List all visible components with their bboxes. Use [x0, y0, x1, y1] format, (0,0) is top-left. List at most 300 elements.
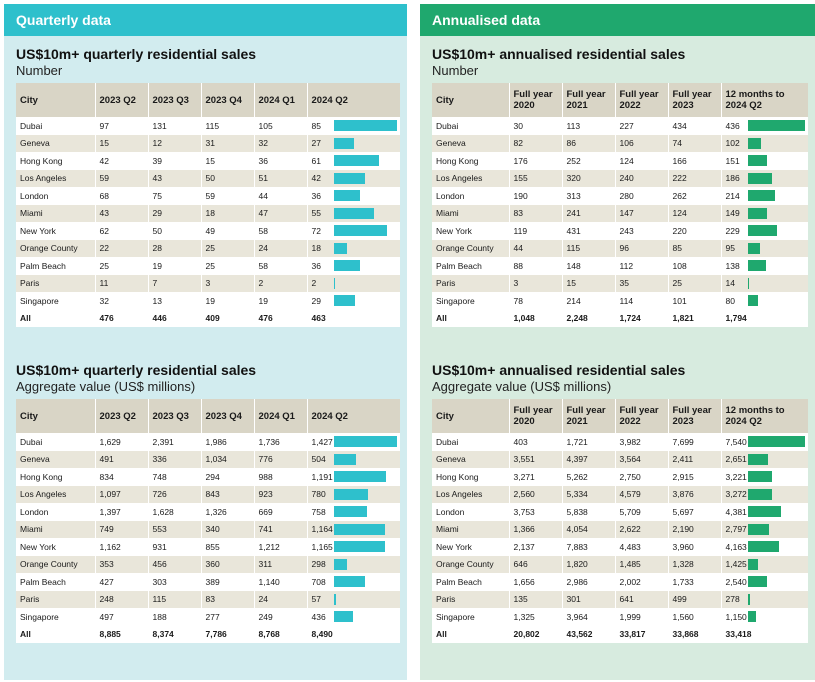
value-cell: 497	[95, 608, 148, 626]
table-row	[16, 556, 400, 574]
quarterly-number-subtitle: Number	[16, 63, 63, 78]
value-cell: 113	[562, 117, 615, 135]
value-cell	[721, 468, 808, 486]
value-cell: 74	[668, 135, 721, 153]
bar-mark	[748, 190, 776, 201]
value-cell: 62	[95, 222, 148, 240]
total-value: 20,802	[509, 626, 562, 644]
table-row	[432, 556, 808, 574]
value-cell: 43	[148, 170, 201, 188]
value-cell: 147	[615, 205, 668, 223]
value-cell	[307, 135, 400, 153]
value-cell	[307, 591, 400, 609]
value-cell	[307, 538, 400, 556]
value-text: 298	[311, 559, 326, 570]
value-text: 278	[725, 594, 740, 605]
total-value: 1,048	[509, 310, 562, 328]
table-row	[16, 538, 400, 556]
value-cell: 248	[95, 591, 148, 609]
value-cell	[307, 187, 400, 205]
value-cell: 222	[668, 170, 721, 188]
value-text: 758	[311, 506, 326, 517]
table-row	[432, 573, 808, 591]
column-header: 2023 Q2	[95, 83, 148, 117]
value-cell: 4,579	[615, 486, 668, 504]
column-header: 12 months to 2024 Q2	[721, 83, 808, 117]
table-row	[432, 275, 808, 293]
value-cell: 360	[201, 556, 254, 574]
total-row	[16, 626, 400, 644]
column-header: Full year 2023	[668, 83, 721, 117]
total-row	[432, 310, 808, 328]
value-cell: 19	[148, 257, 201, 275]
value-cell: 1,736	[254, 433, 307, 451]
value-cell: 105	[254, 117, 307, 135]
city-cell: Singapore	[432, 292, 509, 310]
table-row	[16, 257, 400, 275]
value-text: 504	[311, 454, 326, 465]
value-cell: 15	[95, 135, 148, 153]
value-cell: 320	[562, 170, 615, 188]
value-cell: 4,054	[562, 521, 615, 539]
value-text: 2,651	[725, 454, 747, 465]
value-text: 4,163	[725, 541, 747, 552]
value-text: 80	[725, 295, 735, 306]
value-cell: 2,622	[615, 521, 668, 539]
quarterly-value-table	[16, 399, 400, 643]
value-cell: 148	[562, 257, 615, 275]
value-cell: 931	[148, 538, 201, 556]
bar-mark	[334, 454, 356, 465]
value-cell	[721, 117, 808, 135]
value-cell: 11	[95, 275, 148, 293]
value-cell: 646	[509, 556, 562, 574]
value-cell: 50	[148, 222, 201, 240]
bar-mark	[334, 173, 365, 184]
value-text: 186	[725, 173, 740, 184]
value-cell: 24	[254, 240, 307, 258]
table-row	[432, 608, 808, 626]
bar-mark	[748, 225, 778, 236]
total-value: 8,490	[307, 626, 400, 644]
value-cell: 3,271	[509, 468, 562, 486]
quarterly-number-section	[16, 46, 399, 327]
column-header: City	[16, 399, 95, 433]
value-cell: 28	[148, 240, 201, 258]
column-header: 12 months to 2024 Q2	[721, 399, 808, 433]
table-row	[16, 591, 400, 609]
column-header: 2023 Q3	[148, 399, 201, 433]
value-cell: 44	[254, 187, 307, 205]
value-cell: 1,820	[562, 556, 615, 574]
value-cell: 15	[562, 275, 615, 293]
value-text: 149	[725, 208, 740, 219]
value-cell: 3,876	[668, 486, 721, 504]
value-cell: 5,838	[562, 503, 615, 521]
value-text: 780	[311, 489, 326, 500]
total-label: All	[432, 310, 509, 328]
value-cell: 85	[668, 240, 721, 258]
value-cell: 19	[201, 292, 254, 310]
bar-mark	[748, 559, 759, 570]
value-cell: 58	[254, 257, 307, 275]
value-cell: 1,328	[668, 556, 721, 574]
annual-number-section	[432, 46, 807, 327]
value-text: 61	[311, 155, 321, 166]
table-row	[16, 503, 400, 521]
value-cell	[307, 608, 400, 626]
column-header: 2024 Q1	[254, 83, 307, 117]
value-cell: 243	[615, 222, 668, 240]
value-cell: 1,212	[254, 538, 307, 556]
value-cell: 456	[148, 556, 201, 574]
bar-mark	[334, 471, 387, 482]
value-cell: 1,560	[668, 608, 721, 626]
value-cell: 78	[509, 292, 562, 310]
city-cell: Palm Beach	[432, 573, 509, 591]
value-text: 3,272	[725, 489, 747, 500]
value-cell: 47	[254, 205, 307, 223]
value-cell	[307, 503, 400, 521]
value-text: 1,165	[311, 541, 333, 552]
table-row	[16, 222, 400, 240]
bar-mark	[748, 506, 781, 517]
value-text: 14	[725, 278, 735, 289]
city-cell: Singapore	[16, 608, 95, 626]
table-row	[16, 117, 400, 135]
value-cell: 303	[148, 573, 201, 591]
value-cell: 166	[668, 152, 721, 170]
value-cell	[721, 222, 808, 240]
table-row	[432, 591, 808, 609]
value-cell: 1,097	[95, 486, 148, 504]
total-row	[432, 626, 808, 644]
column-header: 2023 Q2	[95, 399, 148, 433]
value-text: 2	[311, 278, 317, 289]
table-row	[16, 433, 400, 451]
total-value: 33,868	[668, 626, 721, 644]
value-cell	[721, 486, 808, 504]
value-cell: 280	[615, 187, 668, 205]
city-cell: Paris	[432, 275, 509, 293]
table-row	[432, 503, 808, 521]
city-cell: Palm Beach	[432, 257, 509, 275]
bar-mark	[334, 576, 365, 587]
value-cell	[307, 451, 400, 469]
value-cell	[307, 468, 400, 486]
value-cell	[721, 538, 808, 556]
value-cell: 389	[201, 573, 254, 591]
value-cell	[307, 486, 400, 504]
value-cell: 1,733	[668, 573, 721, 591]
city-cell: Geneva	[432, 451, 509, 469]
value-cell: 2,190	[668, 521, 721, 539]
bar-mark	[334, 243, 347, 254]
value-cell: 25	[201, 257, 254, 275]
table-row	[16, 608, 400, 626]
value-cell: 32	[254, 135, 307, 153]
table-row	[16, 486, 400, 504]
value-text: 4,381	[725, 506, 747, 517]
table-row	[16, 152, 400, 170]
bar-mark	[748, 471, 772, 482]
city-cell: New York	[432, 222, 509, 240]
value-cell	[307, 521, 400, 539]
value-cell	[721, 573, 808, 591]
value-text: 1,427	[311, 436, 333, 447]
value-cell: 44	[509, 240, 562, 258]
value-cell: 227	[615, 117, 668, 135]
value-cell	[307, 240, 400, 258]
city-cell: Los Angeles	[432, 486, 509, 504]
value-cell: 51	[254, 170, 307, 188]
table-row	[16, 187, 400, 205]
value-cell: 32	[95, 292, 148, 310]
total-value: 43,562	[562, 626, 615, 644]
value-cell: 39	[148, 152, 201, 170]
column-header: 2024 Q2	[307, 399, 400, 433]
column-header: 2023 Q4	[201, 399, 254, 433]
value-cell: 7	[148, 275, 201, 293]
table-row	[16, 170, 400, 188]
value-cell	[307, 222, 400, 240]
city-cell: Palm Beach	[16, 573, 95, 591]
value-cell: 36	[254, 152, 307, 170]
value-cell: 35	[615, 275, 668, 293]
total-value: 463	[307, 310, 400, 328]
value-cell: 43	[95, 205, 148, 223]
column-header: Full year 2021	[562, 399, 615, 433]
value-cell	[721, 503, 808, 521]
value-cell: 313	[562, 187, 615, 205]
city-cell: Miami	[432, 521, 509, 539]
total-value: 1,724	[615, 310, 668, 328]
value-cell	[721, 521, 808, 539]
value-cell: 1,397	[95, 503, 148, 521]
column-header: 2023 Q3	[148, 83, 201, 117]
column-header: Full year 2022	[615, 399, 668, 433]
quarterly-number-table	[16, 83, 400, 327]
value-cell	[721, 591, 808, 609]
value-cell: 1,485	[615, 556, 668, 574]
value-cell: 3	[509, 275, 562, 293]
value-cell	[307, 573, 400, 591]
value-cell	[721, 451, 808, 469]
value-cell: 188	[148, 608, 201, 626]
table-row	[16, 135, 400, 153]
value-cell: 1,140	[254, 573, 307, 591]
city-cell: Los Angeles	[432, 170, 509, 188]
bar-mark	[748, 594, 750, 605]
bar-mark	[748, 541, 779, 552]
annual-panel-header: Annualised data	[420, 4, 815, 36]
value-text: 708	[311, 576, 326, 587]
value-text: 55	[311, 208, 321, 219]
value-cell: 86	[562, 135, 615, 153]
value-cell: 5,334	[562, 486, 615, 504]
bar-mark	[334, 138, 354, 149]
column-header: 2024 Q2	[307, 83, 400, 117]
bar-mark	[748, 611, 757, 622]
value-cell: 83	[509, 205, 562, 223]
value-cell: 75	[148, 187, 201, 205]
value-cell: 3,551	[509, 451, 562, 469]
value-cell: 29	[148, 205, 201, 223]
value-cell: 277	[201, 608, 254, 626]
value-cell: 553	[148, 521, 201, 539]
table-row	[16, 292, 400, 310]
value-cell	[307, 257, 400, 275]
value-cell: 1,366	[509, 521, 562, 539]
city-cell: Los Angeles	[16, 170, 95, 188]
value-text: 57	[311, 594, 321, 605]
city-cell: Miami	[16, 205, 95, 223]
table-row	[432, 451, 808, 469]
table-row	[432, 117, 808, 135]
city-cell: Singapore	[16, 292, 95, 310]
total-value: 8,768	[254, 626, 307, 644]
value-cell: 3	[201, 275, 254, 293]
total-value: 2,248	[562, 310, 615, 328]
value-cell: 31	[201, 135, 254, 153]
value-cell: 18	[201, 205, 254, 223]
value-text: 1,191	[311, 471, 333, 482]
table-row	[432, 135, 808, 153]
value-cell: 114	[615, 292, 668, 310]
value-cell	[721, 170, 808, 188]
value-cell: 641	[615, 591, 668, 609]
value-cell	[307, 433, 400, 451]
value-cell: 3,960	[668, 538, 721, 556]
value-cell: 2,750	[615, 468, 668, 486]
value-cell: 59	[201, 187, 254, 205]
city-cell: Dubai	[432, 433, 509, 451]
value-cell	[307, 205, 400, 223]
bar-mark	[748, 173, 772, 184]
value-cell: 2	[254, 275, 307, 293]
bar-mark	[748, 454, 768, 465]
table-row	[16, 573, 400, 591]
value-cell	[721, 275, 808, 293]
city-cell: Miami	[432, 205, 509, 223]
table-row	[16, 521, 400, 539]
value-cell: 2,391	[148, 433, 201, 451]
value-cell: 19	[254, 292, 307, 310]
bar-mark	[748, 436, 805, 447]
value-text: 436	[311, 611, 326, 622]
value-cell: 4,397	[562, 451, 615, 469]
value-cell: 25	[668, 275, 721, 293]
value-cell	[721, 608, 808, 626]
table-header-row	[16, 399, 400, 433]
value-cell	[721, 205, 808, 223]
city-cell: New York	[16, 538, 95, 556]
value-cell: 131	[148, 117, 201, 135]
value-cell: 669	[254, 503, 307, 521]
value-cell: 5,709	[615, 503, 668, 521]
city-cell: Paris	[16, 591, 95, 609]
value-cell: 749	[95, 521, 148, 539]
quarterly-panel	[4, 4, 407, 680]
city-cell: London	[432, 187, 509, 205]
column-header: City	[432, 83, 509, 117]
value-cell: 353	[95, 556, 148, 574]
quarterly-value-subtitle: Aggregate value (US$ millions)	[16, 379, 196, 394]
total-value: 409	[201, 310, 254, 328]
value-cell: 431	[562, 222, 615, 240]
bar-mark	[334, 225, 387, 236]
value-cell: 108	[668, 257, 721, 275]
table-row	[432, 468, 808, 486]
table-row	[16, 240, 400, 258]
column-header: Full year 2022	[615, 83, 668, 117]
value-cell	[307, 152, 400, 170]
value-cell: 3,753	[509, 503, 562, 521]
value-cell: 7,699	[668, 433, 721, 451]
bar-mark	[748, 208, 767, 219]
column-header: City	[16, 83, 95, 117]
value-text: 72	[311, 225, 321, 236]
city-cell: Orange County	[16, 556, 95, 574]
total-label: All	[16, 626, 95, 644]
value-cell	[721, 152, 808, 170]
value-cell: 15	[201, 152, 254, 170]
value-cell: 83	[201, 591, 254, 609]
value-cell: 776	[254, 451, 307, 469]
column-header: 2024 Q1	[254, 399, 307, 433]
value-cell: 262	[668, 187, 721, 205]
bar-mark	[334, 120, 397, 131]
annual-value-section	[432, 362, 807, 643]
city-cell: London	[16, 187, 95, 205]
value-text: 229	[725, 225, 740, 236]
value-cell: 49	[201, 222, 254, 240]
value-cell	[721, 187, 808, 205]
table-row	[432, 292, 808, 310]
value-text: 1,425	[725, 559, 747, 570]
value-cell: 5,262	[562, 468, 615, 486]
value-cell: 119	[509, 222, 562, 240]
value-cell: 115	[562, 240, 615, 258]
value-text: 95	[725, 243, 735, 254]
annual-value-table	[432, 399, 808, 643]
value-cell: 403	[509, 433, 562, 451]
value-cell: 2,560	[509, 486, 562, 504]
table-row	[16, 451, 400, 469]
value-text: 36	[311, 260, 321, 271]
bar-mark	[748, 576, 767, 587]
value-cell: 1,999	[615, 608, 668, 626]
value-cell: 7,883	[562, 538, 615, 556]
value-cell	[721, 257, 808, 275]
bar-mark	[748, 155, 768, 166]
value-text: 85	[311, 120, 321, 131]
value-cell: 1,629	[95, 433, 148, 451]
value-cell: 68	[95, 187, 148, 205]
value-cell: 427	[95, 573, 148, 591]
value-cell: 1,326	[201, 503, 254, 521]
value-cell: 1,628	[148, 503, 201, 521]
value-text: 27	[311, 138, 321, 149]
table-row	[432, 187, 808, 205]
value-cell: 59	[95, 170, 148, 188]
value-cell	[307, 292, 400, 310]
value-cell: 42	[95, 152, 148, 170]
value-text: 42	[311, 173, 321, 184]
city-cell: Orange County	[432, 240, 509, 258]
table-row	[432, 222, 808, 240]
value-cell: 25	[95, 257, 148, 275]
